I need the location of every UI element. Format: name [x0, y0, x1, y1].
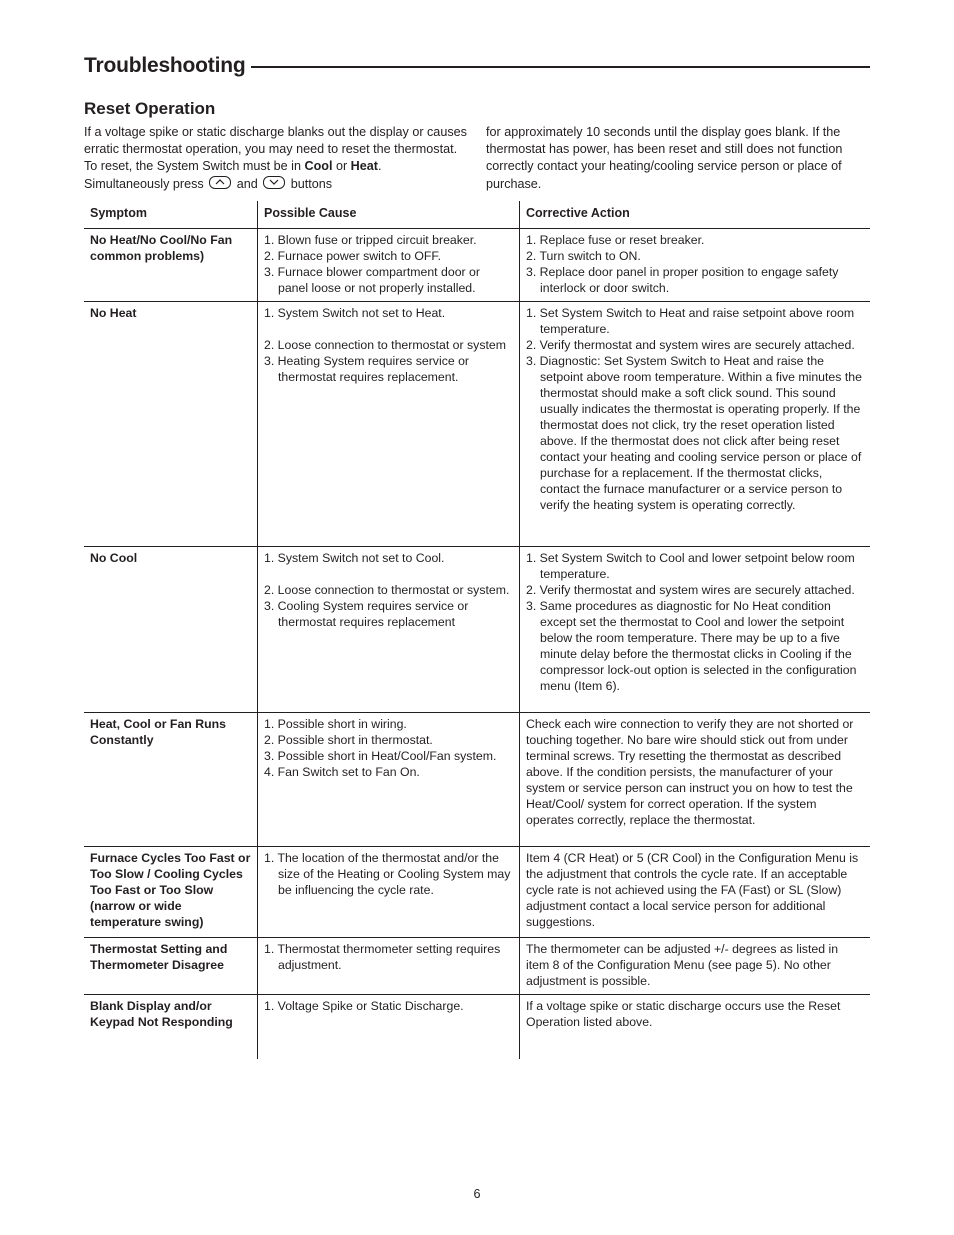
- symptom-cell: No Heat: [84, 302, 258, 547]
- table-row: [84, 847, 870, 938]
- reset-paragraph-right: for approximately 10 seconds until the display goes blank. If the thermostat has power, has been reset and still does not function correctly contact your heating/cooling service person or place of purchase.: [486, 125, 843, 191]
- table-row: [84, 547, 870, 713]
- symptom-cell: Heat, Cool or Fan Runs Constantly: [84, 713, 258, 847]
- list-item: 2. Verify thermostat and system wires are securely attached.: [526, 583, 855, 597]
- list-item: 2. Possible short in thermostat.: [264, 733, 433, 747]
- list-item: 2. Turn switch to ON.: [526, 249, 641, 263]
- list-item: 3. Replace door panel in proper position to engage safety interlock or door switch.: [526, 265, 839, 295]
- list-item: 1. Thermostat thermometer setting requires adjustment.: [264, 942, 501, 972]
- action-cell: [520, 302, 871, 547]
- action-cell: If a voltage spike or static discharge occurs use the Reset Operation listed above.: [520, 995, 871, 1059]
- list-item: 2. Loose connection to thermostat or system: [264, 338, 506, 352]
- list-item: 2. Furnace power switch to OFF.: [264, 249, 442, 263]
- list-item: 4. Fan Switch set to Fan On.: [264, 765, 420, 779]
- page-title: Troubleshooting: [84, 54, 246, 77]
- cause-cell: [258, 229, 520, 302]
- table-header-row: [84, 201, 870, 229]
- list-item: 1. Set System Switch to Cool and lower setpoint below room temperature.: [526, 551, 855, 581]
- cause-cell: [258, 713, 520, 847]
- symptom-cell: Blank Display and/or Keypad Not Responding: [90, 999, 233, 1029]
- troubleshooting-table: [84, 201, 870, 1059]
- list-item: 3. Heating System requires service or thermostat requires replacement.: [264, 354, 470, 384]
- header-possible-cause: Possible Cause: [258, 201, 520, 229]
- symptom-cell: No Cool: [84, 547, 258, 713]
- cause-cell: [258, 995, 520, 1059]
- action-cell: [520, 547, 871, 713]
- header-corrective-action: Corrective Action: [520, 201, 871, 229]
- list-item: 3. Cooling System requires service or thermostat requires replacement: [264, 599, 469, 629]
- list-item: 3. Same procedures as diagnostic for No Heat condition except set the thermostat to Cool and lower the setpoint below the room temperature. There may be up to a five minute delay before the thermostat clicks in Cooling if the compressor lock-out option is selected in the configuration menu (Item 6).: [526, 599, 857, 693]
- list-item: 1. Set System Switch to Heat and raise setpoint above room temperature.: [526, 306, 855, 336]
- table-row: [84, 713, 870, 847]
- list-item: 3. Diagnostic: Set System Switch to Heat and raise the setpoint above room temperature. Within a five minutes the thermostat should make a soft click sound. This sound usually indicates the thermostat is operating properly. If the thermostat does not click, try the reset operation listed above. If the thermostat does not click after being reset contact your heating and cooling service person or place of purchase for a replacement. If the thermostat clicks, contact the furnace manufacturer or a service person to verify the heating system is operating correctly.: [526, 354, 862, 512]
- reset-text-1: If a voltage spike or static discharge blanks out the display or causes erratic thermostat operation, you may need to reset the thermostat. To reset, the System Switch must be in: [84, 125, 467, 174]
- list-item: 3. Furnace blower compartment door or panel loose or not properly installed.: [264, 265, 480, 295]
- heat-keyword: Heat: [350, 159, 378, 174]
- action-cell: The thermometer can be adjusted +/- degrees as listed in item 8 of the Configuration Menu (see page 5). No other adjustment is possible.: [520, 938, 871, 995]
- list-item: 1. Replace fuse or reset breaker.: [526, 233, 705, 247]
- reset-heading: Reset Operation: [84, 99, 216, 118]
- cause-cell: [258, 847, 520, 938]
- cause-cell: [258, 938, 520, 995]
- list-item: 1. Voltage Spike or Static Discharge.: [264, 999, 464, 1013]
- action-cell: Item 4 (CR Heat) or 5 (CR Cool) in the Configuration Menu is the adjustment that controls the cycle rate. If an acceptable cycle rate is not achieved using the FA (Fast) or SL (Slow) adjustment contact a local service person for additional suggestions.: [520, 847, 871, 938]
- table-row: [84, 938, 870, 995]
- down-arrow-button-icon: [263, 176, 285, 189]
- reset-text-2: . Simultaneously press: [84, 159, 382, 191]
- table-row: [84, 995, 870, 1059]
- symptom-cell: No Heat/No Cool/No Fan common problems): [84, 229, 258, 302]
- reset-or: or: [335, 159, 348, 174]
- action-cell: [520, 229, 871, 302]
- reset-paragraph-left: [84, 124, 469, 193]
- list-item: 1. System Switch not set to Cool.: [264, 551, 445, 565]
- up-arrow-button-icon: [209, 176, 231, 189]
- title-row: [84, 50, 870, 82]
- symptom-cell: Thermostat Setting and Thermometer Disagree: [84, 938, 258, 995]
- cause-cell: [258, 302, 520, 547]
- list-item: 1. System Switch not set to Heat.: [264, 306, 446, 320]
- action-cell: Check each wire connection to verify they are not shorted or touching together. No bare wire should stick out from under terminal screws. Try resetting the thermostat as described above. If the condition persists, the manufacturer of your system or service person can instruct you on how to test the Heat/Cool/ system for correct operation. If the system operates correctly, replace the thermostat.: [520, 713, 871, 847]
- reset-and: and: [236, 176, 258, 191]
- reset-text-3: buttons: [290, 176, 333, 191]
- table-row: [84, 302, 870, 547]
- list-item: 2. Verify thermostat and system wires are securely attached.: [526, 338, 855, 352]
- list-item: 1. Blown fuse or tripped circuit breaker.: [264, 233, 477, 247]
- cause-cell: [258, 547, 520, 713]
- page-number: 6: [473, 1187, 481, 1201]
- table-row: [84, 229, 870, 302]
- list-item: 2. Loose connection to thermostat or system.: [264, 583, 510, 597]
- cool-keyword: Cool: [304, 159, 333, 174]
- list-item: 1. Possible short in wiring.: [264, 717, 407, 731]
- title-rule: [251, 66, 870, 68]
- list-item: 3. Possible short in Heat/Cool/Fan system.: [264, 749, 497, 763]
- symptom-cell: Furnace Cycles Too Fast or Too Slow / Cooling Cycles Too Fast or Too Slow (narrow or wide temperature swing): [84, 847, 258, 938]
- list-item: 1. The location of the thermostat and/or the size of the Heating or Cooling System may be influencing the cycle rate.: [264, 851, 511, 897]
- header-symptom: Symptom: [84, 201, 258, 229]
